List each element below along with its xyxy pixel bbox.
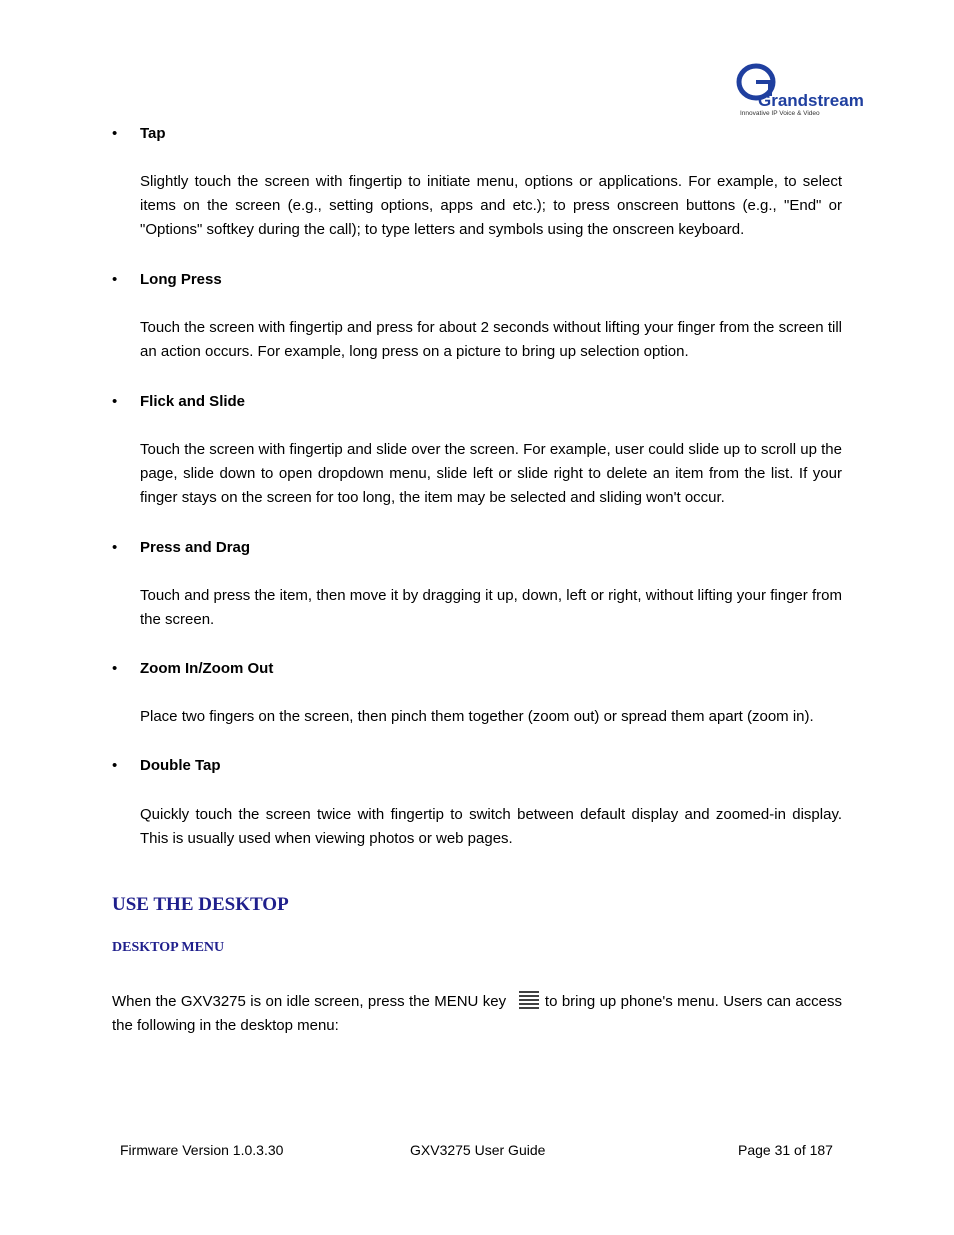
bullet-title-text: Long Press xyxy=(140,271,222,288)
bullet-icon: • xyxy=(112,660,118,677)
menu-key-icon xyxy=(511,990,541,1010)
bullet-description: Touch the screen with fingertip and press for about 2 seconds without lifting your finger from the screen till an action occurs. For example, long press on a picture to bring up selection option. xyxy=(140,319,842,360)
bullet-description: Touch and press the item, then move it by dragging it up, down, left or right, without lifting your finger from the screen. xyxy=(140,587,842,628)
bullet-description: Touch the screen with fingertip and slide over the screen. For example, user could slide up to scroll up the page, slide down to open dropdown menu, slide left or slide right to delete an item from the list. If your finger stays on the screen for too long, the item may be selected and sliding won't occur. xyxy=(140,441,842,506)
logo-tagline: Innovative IP Voice & Video xyxy=(740,110,820,117)
bullet-flick-slide xyxy=(112,392,842,412)
bullet-icon: • xyxy=(112,757,118,774)
bullet-title-text: Zoom In/Zoom Out xyxy=(140,660,274,677)
section-heading: USE THE DESKTOP xyxy=(112,894,289,915)
bullet-description: Slightly touch the screen with fingertip to initiate menu, options or applications. For example, to select items on the screen (e.g., setting options, apps and etc.); to press onscreen buttons (e.g., "End" or "Options" softkey during the call); to type letters and symbols using the onscreen keyboard. xyxy=(140,173,842,238)
logo-text: Grandstream xyxy=(758,91,864,110)
bullet-icon: • xyxy=(112,125,118,142)
bullet-long-press xyxy=(112,270,842,290)
bullet-title-text: Tap xyxy=(140,125,166,142)
bullet-title-text: Double Tap xyxy=(140,757,221,774)
footer-page-number: Page 31 of 187 xyxy=(738,1142,833,1158)
footer-firmware: Firmware Version 1.0.3.30 xyxy=(120,1142,284,1158)
bullet-double-tap xyxy=(112,756,842,776)
bullet-title-text: Flick and Slide xyxy=(140,393,246,410)
desktop-menu-paragraph xyxy=(112,990,842,1038)
bullet-description: Place two fingers on the screen, then pinch them together (zoom out) or spread them apart (zoom in). xyxy=(140,708,814,725)
footer-guide-title: GXV3275 User Guide xyxy=(410,1142,546,1158)
bullet-icon: • xyxy=(112,393,118,410)
bullet-title-text: Press and Drag xyxy=(140,539,251,556)
paragraph-text-before: When the GXV3275 is on idle screen, press the MENU key xyxy=(112,993,507,1010)
bullet-tap xyxy=(112,124,842,144)
bullet-zoom xyxy=(112,659,842,679)
grandstream-logo xyxy=(736,62,864,118)
paragraph-text-after: to bring up phone's menu. Users can access the following in the desktop menu: xyxy=(112,993,843,1034)
section-subheading: DESKTOP MENU xyxy=(112,940,225,955)
bullet-description: Quickly touch the screen twice with fingertip to switch between default display and zoomed-in display. This is usually used when viewing photos or web pages. xyxy=(140,806,842,847)
bullet-icon: • xyxy=(112,271,118,288)
bullet-press-drag xyxy=(112,538,842,558)
bullet-icon: • xyxy=(112,539,118,556)
